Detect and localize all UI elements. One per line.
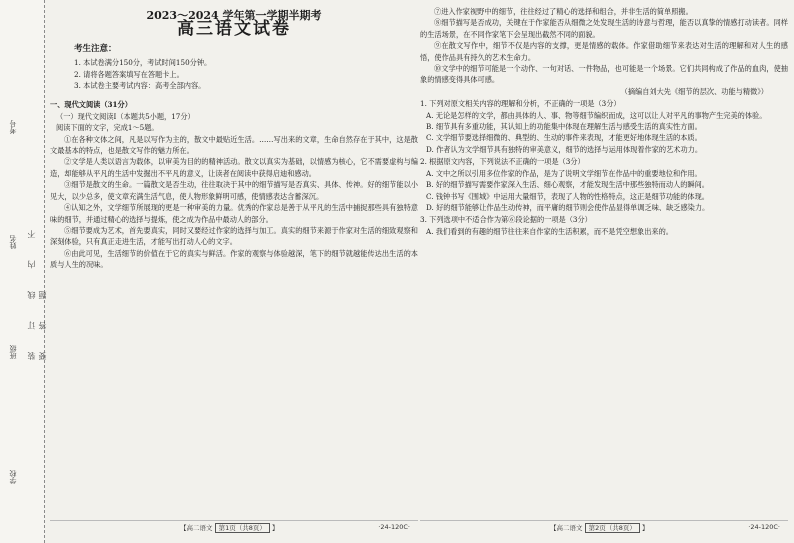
- school-label: 学校: [9, 470, 17, 484]
- exam-number-label: 考号: [9, 120, 17, 134]
- notice-title: 考生注意：: [74, 43, 117, 54]
- question-3: [420, 214, 788, 237]
- passage-paragraph: ①在各种文体之间，凡是以写作为主的，散文中最贴近生活。……写出来的文章，生命自然存在于其中，这是散文最基本的特点，也是散文写作的魅力所在。: [50, 134, 418, 156]
- passage-paragraph: ②文学是人类以语言为载体，以审美为目的的精神活动。散文以真实为基础，以情感为核心，它不需要虚构与编造，却能够从平凡的生活中发掘出不平凡的意义，让读者在阅读中获得启迪和感动。: [50, 157, 418, 178]
- question-option: B. 细节具有多重功能，其认知上的功能集中体现在理解生活与感受生活的真实性方面。: [426, 122, 702, 132]
- question-option: C. 钱钟书写《围城》中运用大量细节，表现了人物的性格特点，这正是细节功能的体现。: [426, 191, 709, 201]
- question-1: [420, 98, 788, 155]
- question-option: A. 我们看到的有趣的细节往往来自作家的生活积累，而不是凭空想象出来的。: [426, 226, 673, 236]
- question-option: C. 文学细节要选择细微的、典型的、生动的事件来表现，才能更好地体现生活的本质。: [426, 133, 702, 143]
- passage-paragraph: ⑧细节描写是否成功，关键在于作家能否从细微之处发现生活的诗意与哲理，能否以真挚的情感打动读者。同样的生活场景，在不同作家笔下会呈现出截然不同的面貌。: [420, 18, 788, 39]
- subsection-title: （一）现代文阅读Ⅰ（本题共5小题，17分）: [56, 111, 195, 121]
- footer-page-number: 第1页（共8页）: [215, 523, 270, 533]
- question-option: A. 无论是怎样的文学，都由具体的人、事、物等细节编织而成，这可以让人对平凡的事物产生完美的体验。: [426, 110, 767, 120]
- passage-paragraph: ⑤细节要成为艺术，首先要真实，同时又要经过作家的选择与加工。真实的细节来源于作家对生活的细致观察和深刻体验，只有真正走进生活，才能写出打动人心的文字。: [50, 225, 418, 247]
- passage-citation: （摘编自刘大先《细节的层次、功能与精微》）: [620, 86, 768, 96]
- reading-instruction: 阅读下面的文字，完成1～5题。: [56, 123, 159, 133]
- class-label: 班级: [9, 345, 17, 359]
- question-stem: 3. 下列选项中不适合作为第⑥段论据的一项是（3分）: [420, 215, 592, 225]
- footer-subject: 【高二语文: [180, 524, 213, 532]
- page-indicator: [180, 523, 278, 532]
- notice-item: 3. 本试卷主要考试内容：高考全部内容。: [74, 81, 206, 91]
- footer-bracket: 】: [271, 524, 279, 532]
- exam-subject: 高三语文试卷: [177, 19, 291, 40]
- name-label: 姓名: [9, 235, 17, 249]
- seal-line-text: 装 订 线 内 不 要 答 题: [27, 219, 47, 360]
- section-title: 一、现代文阅读（31分）: [50, 100, 132, 110]
- binding-margin: [0, 0, 45, 543]
- footer-bracket: 】: [641, 524, 649, 532]
- passage-paragraph: ⑥由此可见，生活细节的价值在于它的真实与鲜活。作家的观察与体验越深，笔下的细节就越能传达出生活的本质与人生的况味。: [50, 248, 418, 270]
- left-page: [50, 6, 418, 536]
- question-option: B. 好的细节描写需要作家深入生活、细心观察，才能发现生活中那些独特而动人的瞬间。: [426, 180, 709, 190]
- paper-code: ·24-120C·: [748, 523, 780, 531]
- paper-code: ·24-120C·: [378, 523, 410, 531]
- question-option: D. 作者认为文学细节具有独特的审美意义，细节的选择与运用体现着作家的艺术功力。: [426, 144, 703, 154]
- left-page-footer: [50, 520, 418, 533]
- passage-paragraph: ⑩文学中的细节可能是一个动作、一句对话、一件物品，也可能是一个场景。它们共同构成了作品的血肉，使抽象的情感变得具体可感。: [420, 64, 788, 85]
- notice-item: 2. 请将各题答案填写在答题卡上。: [74, 69, 184, 79]
- exam-title: 2023～2024 学年第一学期半期考: [146, 9, 322, 22]
- passage-paragraph: ⑨在散文写作中，细节不仅是内容的支撑，更是情感的载体。作家借助细节来表达对生活的理解和对人生的感悟，使作品具有持久的艺术生命力。: [420, 41, 788, 62]
- page-indicator: [550, 523, 648, 532]
- footer-page-number: 第2页（共8页）: [585, 523, 640, 533]
- question-stem: 2. 根据原文内容，下列说法不正确的一项是（3分）: [420, 157, 585, 167]
- passage-paragraph: ④认知之外，文学细节所展现的更是一种审美的力量。优秀的作家总是善于从平凡的生活中捕捉那些具有独特意味的细节，并通过精心的选择与提炼，使之成为作品中最动人的部分。: [50, 203, 418, 224]
- question-option: A. 文中之所以引用多位作家的作品，是为了说明文学细节在作品中的重要地位和作用。: [426, 168, 702, 178]
- footer-subject: 【高二语文: [550, 524, 583, 532]
- right-page-footer: [420, 520, 788, 533]
- question-2: [420, 156, 788, 213]
- passage-paragraph: ⑦进入作家视野中的细节，往往经过了精心的选择和组合，并非生活的简单照搬。: [434, 7, 693, 16]
- passage-paragraph: ③细节是散文的生命。一篇散文是否生动，往往取决于其中的细节描写是否真实、具体、传神。好的细节能以小见大，以少总多，使文章充满生活气息，使人物形象鲜明可感，使情感表达含蓄深沉。: [50, 180, 418, 201]
- right-page: [420, 6, 788, 536]
- notice-item: 1. 本试卷满分150分，考试时间150分钟。: [74, 58, 212, 68]
- question-option: D. 好的细节能够让作品生动传神，而平庸的细节则会使作品显得单调乏味、缺乏感染力。: [426, 202, 710, 212]
- question-stem: 1. 下列对原文相关内容的理解和分析，不正确的一项是（3分）: [420, 99, 621, 109]
